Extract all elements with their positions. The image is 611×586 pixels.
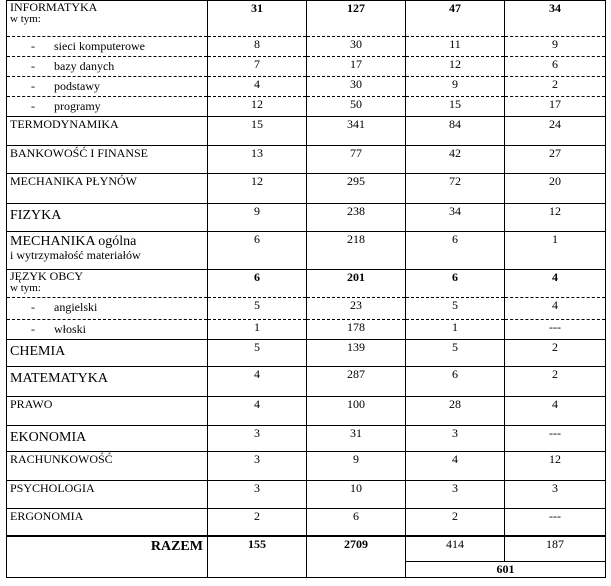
row-name: INFORMATYKA — [10, 0, 98, 14]
table-row — [7, 481, 606, 509]
value-cell: 31 — [307, 426, 406, 452]
value-cell: 31 — [208, 1, 307, 37]
table-row — [7, 97, 606, 117]
totals-row — [7, 536, 606, 562]
value-cell: 3 — [406, 426, 505, 452]
value-cell: 15 — [406, 97, 505, 117]
row-name: ERGONOMIA — [10, 509, 84, 523]
row-name: CHEMIA — [10, 344, 66, 359]
value-cell: 13 — [208, 146, 307, 174]
row-name: MECHANIKA PŁYNÓW — [10, 174, 137, 188]
value-cell: 34 — [505, 1, 606, 37]
table-row — [7, 298, 606, 320]
value-cell: 3 — [208, 452, 307, 481]
row-label — [7, 509, 208, 536]
row-name: JĘZYK OBCY — [10, 269, 84, 283]
value-cell: 2 — [505, 367, 606, 397]
value-cell: 7 — [208, 57, 307, 77]
total-value-cell: 2709 — [307, 536, 406, 578]
table-row — [7, 397, 606, 426]
row-name: MATEMATYKA — [10, 371, 108, 386]
value-cell: 287 — [307, 367, 406, 397]
value-cell: 6 — [406, 270, 505, 298]
value-cell: 4 — [208, 367, 307, 397]
row-name: PRAWO — [10, 397, 53, 411]
value-cell: 4 — [505, 397, 606, 426]
value-cell: 1 — [505, 232, 606, 270]
row-subtitle: i wytrzymałość materiałów — [10, 248, 141, 262]
row-name: programy — [54, 99, 101, 113]
value-cell: 27 — [505, 146, 606, 174]
table-row — [7, 1, 606, 37]
value-cell: 4 — [406, 452, 505, 481]
razem-label: RAZEM — [7, 536, 208, 578]
value-cell: --- — [505, 320, 606, 340]
row-label — [7, 452, 208, 481]
dash-marker: - — [31, 322, 35, 336]
value-cell: 12 — [406, 57, 505, 77]
table-row — [7, 146, 606, 174]
value-cell: 12 — [505, 452, 606, 481]
table-row — [7, 320, 606, 340]
value-cell: 28 — [406, 397, 505, 426]
data-table — [6, 0, 606, 578]
value-cell: 42 — [406, 146, 505, 174]
value-cell: 8 — [208, 37, 307, 57]
row-name: podstawy — [54, 79, 100, 93]
value-cell: 4 — [208, 77, 307, 97]
value-cell: 5 — [406, 298, 505, 320]
value-cell: 30 — [307, 37, 406, 57]
table-row — [7, 117, 606, 146]
row-label — [7, 426, 208, 452]
table-row — [7, 426, 606, 452]
dash-marker: - — [31, 79, 35, 93]
table-row — [7, 270, 606, 298]
row-label — [7, 298, 208, 320]
value-cell: 5 — [208, 298, 307, 320]
row-subtitle: w tym: — [10, 13, 41, 25]
dash-marker: - — [31, 59, 35, 73]
row-label — [7, 117, 208, 146]
row-name: sieci komputerowe — [54, 39, 145, 53]
table-row — [7, 232, 606, 270]
value-cell: 4 — [505, 298, 606, 320]
row-name: TERMODYNAMIKA — [10, 117, 119, 131]
value-cell: 3 — [208, 481, 307, 509]
value-cell: 9 — [406, 77, 505, 97]
value-cell: 6 — [406, 232, 505, 270]
table-row — [7, 509, 606, 536]
row-label — [7, 340, 208, 367]
row-subtitle: w tym: — [10, 282, 41, 294]
row-name: bazy danych — [54, 59, 115, 73]
value-cell: 127 — [307, 1, 406, 37]
total-value-cell: 414 — [406, 536, 505, 562]
row-label — [7, 232, 208, 270]
value-cell: 1 — [208, 320, 307, 340]
row-label — [7, 146, 208, 174]
value-cell: 3 — [505, 481, 606, 509]
value-cell: 15 — [208, 117, 307, 146]
value-cell: 1 — [406, 320, 505, 340]
row-name: EKONOMIA — [10, 430, 87, 445]
row-label — [7, 320, 208, 340]
value-cell: 12 — [505, 204, 606, 232]
value-cell: 50 — [307, 97, 406, 117]
value-cell: 178 — [307, 320, 406, 340]
row-label — [7, 367, 208, 397]
table-row — [7, 204, 606, 232]
row-label — [7, 204, 208, 232]
value-cell: 9 — [307, 452, 406, 481]
dash-marker: - — [31, 300, 35, 314]
value-cell: 6 — [406, 367, 505, 397]
value-cell: 17 — [505, 97, 606, 117]
value-cell: 72 — [406, 174, 505, 204]
value-cell: 9 — [505, 37, 606, 57]
table-row — [7, 174, 606, 204]
value-cell: 2 — [208, 509, 307, 536]
value-cell: 6 — [505, 57, 606, 77]
row-label — [7, 270, 208, 298]
row-name: PSYCHOLOGIA — [10, 481, 95, 495]
value-cell: 238 — [307, 204, 406, 232]
value-cell: --- — [505, 509, 606, 536]
value-cell: 10 — [307, 481, 406, 509]
value-cell: 30 — [307, 77, 406, 97]
value-cell: 3 — [406, 481, 505, 509]
value-cell: 6 — [208, 232, 307, 270]
value-cell: 34 — [406, 204, 505, 232]
value-cell: 77 — [307, 146, 406, 174]
row-label — [7, 1, 208, 37]
row-label — [7, 174, 208, 204]
value-cell: 4 — [208, 397, 307, 426]
row-name: RACHUNKOWOŚĆ — [10, 452, 113, 466]
table-row — [7, 77, 606, 97]
value-cell: 12 — [208, 97, 307, 117]
value-cell: 6 — [307, 509, 406, 536]
value-cell: 201 — [307, 270, 406, 298]
value-cell: 218 — [307, 232, 406, 270]
table-row — [7, 367, 606, 397]
dash-marker: - — [31, 99, 35, 113]
row-name: MECHANIKA ogólna — [10, 234, 137, 249]
value-cell: --- — [505, 426, 606, 452]
value-cell: 9 — [208, 204, 307, 232]
value-cell: 100 — [307, 397, 406, 426]
value-cell: 84 — [406, 117, 505, 146]
value-cell: 3 — [208, 426, 307, 452]
table-row — [7, 452, 606, 481]
row-name: BANKOWOŚĆ I FINANSE — [10, 146, 149, 160]
value-cell: 5 — [208, 340, 307, 367]
value-cell: 20 — [505, 174, 606, 204]
row-label — [7, 481, 208, 509]
value-cell: 11 — [406, 37, 505, 57]
dash-marker: - — [31, 39, 35, 53]
value-cell: 341 — [307, 117, 406, 146]
row-label — [7, 57, 208, 77]
value-cell: 2 — [505, 77, 606, 97]
row-name: FIZYKA — [10, 208, 62, 223]
value-cell: 2 — [505, 340, 606, 367]
table-row — [7, 37, 606, 57]
row-label — [7, 397, 208, 426]
value-cell: 4 — [505, 270, 606, 298]
value-cell: 139 — [307, 340, 406, 367]
value-cell: 17 — [307, 57, 406, 77]
value-cell: 47 — [406, 1, 505, 37]
row-name: angielski — [54, 300, 98, 314]
value-cell: 23 — [307, 298, 406, 320]
value-cell: 2 — [406, 509, 505, 536]
table-row — [7, 57, 606, 77]
row-label — [7, 97, 208, 117]
row-label — [7, 77, 208, 97]
table-row — [7, 340, 606, 367]
grand-total-cell: 601 — [406, 562, 606, 578]
total-value-cell: 155 — [208, 536, 307, 578]
row-label — [7, 37, 208, 57]
value-cell: 295 — [307, 174, 406, 204]
value-cell: 24 — [505, 117, 606, 146]
value-cell: 5 — [406, 340, 505, 367]
value-cell: 6 — [208, 270, 307, 298]
value-cell: 12 — [208, 174, 307, 204]
row-name: włoski — [54, 322, 87, 336]
total-value-cell: 187 — [505, 536, 606, 562]
